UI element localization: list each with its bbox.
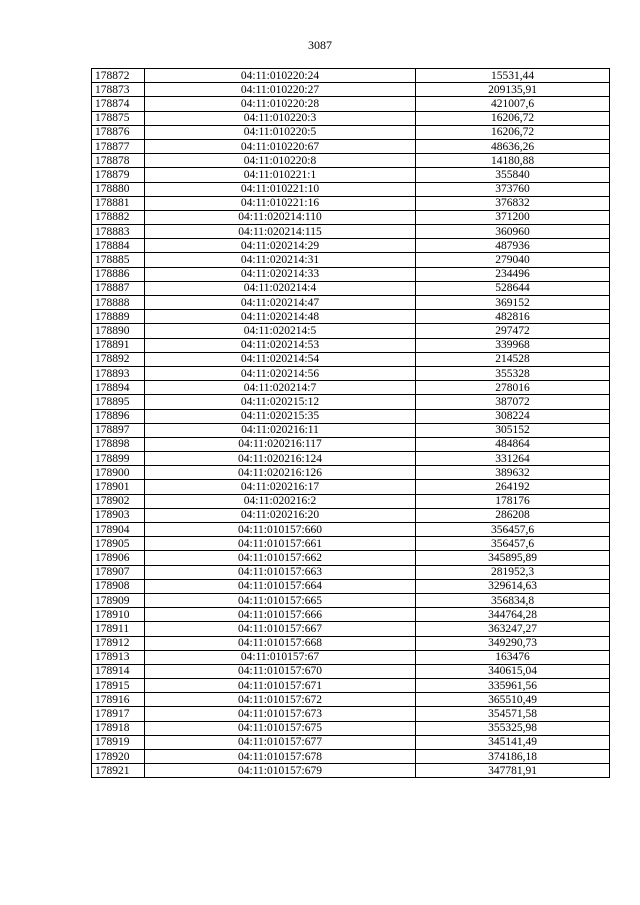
- value-cell: 286208: [416, 508, 610, 522]
- value-cell: 308224: [416, 409, 610, 423]
- value-cell: 345895,89: [416, 551, 610, 565]
- table-row: [92, 437, 610, 451]
- value-cell: 374186,18: [416, 750, 610, 764]
- row-number-cell: 178886: [92, 267, 145, 281]
- cadastral-number-cell: 04:11:020214:47: [145, 296, 416, 310]
- row-number-cell: 178909: [92, 593, 145, 607]
- table-row: [92, 395, 610, 409]
- row-number-cell: 178894: [92, 381, 145, 395]
- table-row: [92, 608, 610, 622]
- value-cell: 355325,98: [416, 721, 610, 735]
- value-cell: 484864: [416, 437, 610, 451]
- cadastral-number-cell: 04:11:010157:672: [145, 693, 416, 707]
- row-number-cell: 178921: [92, 764, 145, 778]
- value-cell: 344764,28: [416, 608, 610, 622]
- table-row: [92, 664, 610, 678]
- row-number-cell: 178895: [92, 395, 145, 409]
- cadastral-number-cell: 04:11:020214:29: [145, 239, 416, 253]
- value-cell: 354571,58: [416, 707, 610, 721]
- table-row: [92, 267, 610, 281]
- value-cell: 528644: [416, 281, 610, 295]
- cadastral-number-cell: 04:11:010157:668: [145, 636, 416, 650]
- row-number-cell: 178885: [92, 253, 145, 267]
- row-number-cell: 178872: [92, 69, 145, 83]
- table-row: [92, 225, 610, 239]
- cadastral-number-cell: 04:11:010220:67: [145, 139, 416, 153]
- cadastral-number-cell: 04:11:020216:2: [145, 494, 416, 508]
- cadastral-number-cell: 04:11:010157:662: [145, 551, 416, 565]
- row-number-cell: 178911: [92, 622, 145, 636]
- value-cell: 345141,49: [416, 735, 610, 749]
- table-row: [92, 69, 610, 83]
- row-number-cell: 178878: [92, 154, 145, 168]
- value-cell: 482816: [416, 310, 610, 324]
- value-cell: 421007,6: [416, 97, 610, 111]
- cadastral-number-cell: 04:11:020215:35: [145, 409, 416, 423]
- row-number-cell: 178883: [92, 225, 145, 239]
- value-cell: 363247,27: [416, 622, 610, 636]
- cadastral-number-cell: 04:11:020216:126: [145, 466, 416, 480]
- table-row: [92, 168, 610, 182]
- table-row: [92, 423, 610, 437]
- cadastral-number-cell: 04:11:020216:11: [145, 423, 416, 437]
- value-cell: 487936: [416, 239, 610, 253]
- cadastral-number-cell: 04:11:010157:677: [145, 735, 416, 749]
- table-row: [92, 97, 610, 111]
- value-cell: 163476: [416, 650, 610, 664]
- table-row: [92, 480, 610, 494]
- value-cell: 356457,6: [416, 537, 610, 551]
- row-number-cell: 178907: [92, 565, 145, 579]
- row-number-cell: 178888: [92, 296, 145, 310]
- cadastral-number-cell: 04:11:010220:27: [145, 83, 416, 97]
- table-row: [92, 764, 610, 778]
- table-row: [92, 366, 610, 380]
- cadastral-number-cell: 04:11:010157:665: [145, 593, 416, 607]
- value-cell: 297472: [416, 324, 610, 338]
- value-cell: 329614,63: [416, 579, 610, 593]
- table-row: [92, 707, 610, 721]
- table-row: [92, 125, 610, 139]
- row-number-cell: 178882: [92, 210, 145, 224]
- row-number-cell: 178879: [92, 168, 145, 182]
- row-number-cell: 178880: [92, 182, 145, 196]
- table-row: [92, 296, 610, 310]
- row-number-cell: 178913: [92, 650, 145, 664]
- table-row: [92, 593, 610, 607]
- value-cell: 178176: [416, 494, 610, 508]
- row-number-cell: 178891: [92, 338, 145, 352]
- value-cell: 373760: [416, 182, 610, 196]
- row-number-cell: 178908: [92, 579, 145, 593]
- table-row: [92, 721, 610, 735]
- cadastral-number-cell: 04:11:010157:663: [145, 565, 416, 579]
- row-number-cell: 178889: [92, 310, 145, 324]
- value-cell: 387072: [416, 395, 610, 409]
- table-row: [92, 352, 610, 366]
- row-number-cell: 178896: [92, 409, 145, 423]
- cadastral-number-cell: 04:11:020214:4: [145, 281, 416, 295]
- table-row: [92, 381, 610, 395]
- row-number-cell: 178915: [92, 679, 145, 693]
- row-number-cell: 178876: [92, 125, 145, 139]
- table-row: [92, 409, 610, 423]
- page-number: 3087: [308, 38, 332, 52]
- table-row: [92, 622, 610, 636]
- table-row: [92, 551, 610, 565]
- table-row: [92, 537, 610, 551]
- table-row: [92, 508, 610, 522]
- row-number-cell: 178899: [92, 452, 145, 466]
- value-cell: 389632: [416, 466, 610, 480]
- row-number-cell: 178903: [92, 508, 145, 522]
- value-cell: 305152: [416, 423, 610, 437]
- value-cell: 356834,8: [416, 593, 610, 607]
- cadastral-number-cell: 04:11:020214:7: [145, 381, 416, 395]
- value-cell: 278016: [416, 381, 610, 395]
- table-row: [92, 210, 610, 224]
- cadastral-number-cell: 04:11:010157:678: [145, 750, 416, 764]
- value-cell: 355328: [416, 366, 610, 380]
- table-row: [92, 239, 610, 253]
- row-number-cell: 178902: [92, 494, 145, 508]
- cadastral-number-cell: 04:11:010157:667: [145, 622, 416, 636]
- value-cell: 214528: [416, 352, 610, 366]
- table-row: [92, 253, 610, 267]
- cadastral-number-cell: 04:11:020214:54: [145, 352, 416, 366]
- value-cell: 339968: [416, 338, 610, 352]
- table-row: [92, 452, 610, 466]
- cadastral-number-cell: 04:11:010157:671: [145, 679, 416, 693]
- row-number-cell: 178898: [92, 437, 145, 451]
- cadastral-number-cell: 04:11:010221:1: [145, 168, 416, 182]
- row-number-cell: 178890: [92, 324, 145, 338]
- row-number-cell: 178901: [92, 480, 145, 494]
- cadastral-number-cell: 04:11:010157:666: [145, 608, 416, 622]
- row-number-cell: 178873: [92, 83, 145, 97]
- table-row: [92, 281, 610, 295]
- cadastral-number-cell: 04:11:020216:17: [145, 480, 416, 494]
- cadastral-number-cell: 04:11:020216:20: [145, 508, 416, 522]
- table-row: [92, 679, 610, 693]
- value-cell: 48636,26: [416, 139, 610, 153]
- value-cell: 14180,88: [416, 154, 610, 168]
- row-number-cell: 178910: [92, 608, 145, 622]
- cadastral-number-cell: 04:11:010220:3: [145, 111, 416, 125]
- cadastral-number-cell: 04:11:020214:33: [145, 267, 416, 281]
- value-cell: 209135,91: [416, 83, 610, 97]
- value-cell: 371200: [416, 210, 610, 224]
- row-number-cell: 178905: [92, 537, 145, 551]
- table-row: [92, 523, 610, 537]
- cadastral-number-cell: 04:11:010221:16: [145, 196, 416, 210]
- cadastral-number-cell: 04:11:020214:110: [145, 210, 416, 224]
- cadastral-number-cell: 04:11:010220:8: [145, 154, 416, 168]
- row-number-cell: 178916: [92, 693, 145, 707]
- value-cell: 369152: [416, 296, 610, 310]
- row-number-cell: 178877: [92, 139, 145, 153]
- row-number-cell: 178918: [92, 721, 145, 735]
- cadastral-number-cell: 04:11:020214:5: [145, 324, 416, 338]
- table-row: [92, 310, 610, 324]
- row-number-cell: 178874: [92, 97, 145, 111]
- row-number-cell: 178875: [92, 111, 145, 125]
- value-cell: 279040: [416, 253, 610, 267]
- value-cell: 15531,44: [416, 69, 610, 83]
- cadastral-number-cell: 04:11:010221:10: [145, 182, 416, 196]
- value-cell: 360960: [416, 225, 610, 239]
- data-table: [91, 68, 610, 778]
- cadastral-number-cell: 04:11:010157:670: [145, 664, 416, 678]
- table-row: [92, 650, 610, 664]
- row-number-cell: 178917: [92, 707, 145, 721]
- value-cell: 264192: [416, 480, 610, 494]
- cadastral-number-cell: 04:11:010220:5: [145, 125, 416, 139]
- value-cell: 16206,72: [416, 111, 610, 125]
- cadastral-number-cell: 04:11:010157:67: [145, 650, 416, 664]
- row-number-cell: 178904: [92, 523, 145, 537]
- value-cell: 347781,91: [416, 764, 610, 778]
- value-cell: 355840: [416, 168, 610, 182]
- cadastral-number-cell: 04:11:010157:661: [145, 537, 416, 551]
- value-cell: 376832: [416, 196, 610, 210]
- table-row: [92, 494, 610, 508]
- row-number-cell: 178919: [92, 735, 145, 749]
- row-number-cell: 178920: [92, 750, 145, 764]
- table-row: [92, 111, 610, 125]
- table-row: [92, 83, 610, 97]
- value-cell: 365510,49: [416, 693, 610, 707]
- row-number-cell: 178906: [92, 551, 145, 565]
- table-row: [92, 750, 610, 764]
- cadastral-number-cell: 04:11:010157:675: [145, 721, 416, 735]
- row-number-cell: 178887: [92, 281, 145, 295]
- table-row: [92, 693, 610, 707]
- cadastral-number-cell: 04:11:010157:660: [145, 523, 416, 537]
- cadastral-number-cell: 04:11:020215:12: [145, 395, 416, 409]
- table-row: [92, 636, 610, 650]
- row-number-cell: 178900: [92, 466, 145, 480]
- value-cell: 281952,3: [416, 565, 610, 579]
- table-row: [92, 154, 610, 168]
- cadastral-number-cell: 04:11:020214:115: [145, 225, 416, 239]
- cadastral-number-cell: 04:11:020216:124: [145, 452, 416, 466]
- table-row: [92, 565, 610, 579]
- row-number-cell: 178897: [92, 423, 145, 437]
- row-number-cell: 178912: [92, 636, 145, 650]
- row-number-cell: 178884: [92, 239, 145, 253]
- cadastral-number-cell: 04:11:010220:24: [145, 69, 416, 83]
- table-row: [92, 735, 610, 749]
- row-number-cell: 178893: [92, 366, 145, 380]
- value-cell: 356457,6: [416, 523, 610, 537]
- table-row: [92, 139, 610, 153]
- value-cell: 340615,04: [416, 664, 610, 678]
- value-cell: 234496: [416, 267, 610, 281]
- value-cell: 16206,72: [416, 125, 610, 139]
- table-row: [92, 324, 610, 338]
- cadastral-number-cell: 04:11:010157:664: [145, 579, 416, 593]
- cadastral-number-cell: 04:11:010157:673: [145, 707, 416, 721]
- table-body: [92, 69, 610, 778]
- table-row: [92, 182, 610, 196]
- row-number-cell: 178914: [92, 664, 145, 678]
- table-row: [92, 338, 610, 352]
- value-cell: 335961,56: [416, 679, 610, 693]
- table-row: [92, 196, 610, 210]
- cadastral-number-cell: 04:11:020214:53: [145, 338, 416, 352]
- cadastral-number-cell: 04:11:020214:56: [145, 366, 416, 380]
- row-number-cell: 178881: [92, 196, 145, 210]
- cadastral-number-cell: 04:11:020214:48: [145, 310, 416, 324]
- cadastral-number-cell: 04:11:010157:679: [145, 764, 416, 778]
- cadastral-number-cell: 04:11:010220:28: [145, 97, 416, 111]
- value-cell: 331264: [416, 452, 610, 466]
- cadastral-number-cell: 04:11:020214:31: [145, 253, 416, 267]
- table-row: [92, 466, 610, 480]
- cadastral-number-cell: 04:11:020216:117: [145, 437, 416, 451]
- table-row: [92, 579, 610, 593]
- value-cell: 349290,73: [416, 636, 610, 650]
- row-number-cell: 178892: [92, 352, 145, 366]
